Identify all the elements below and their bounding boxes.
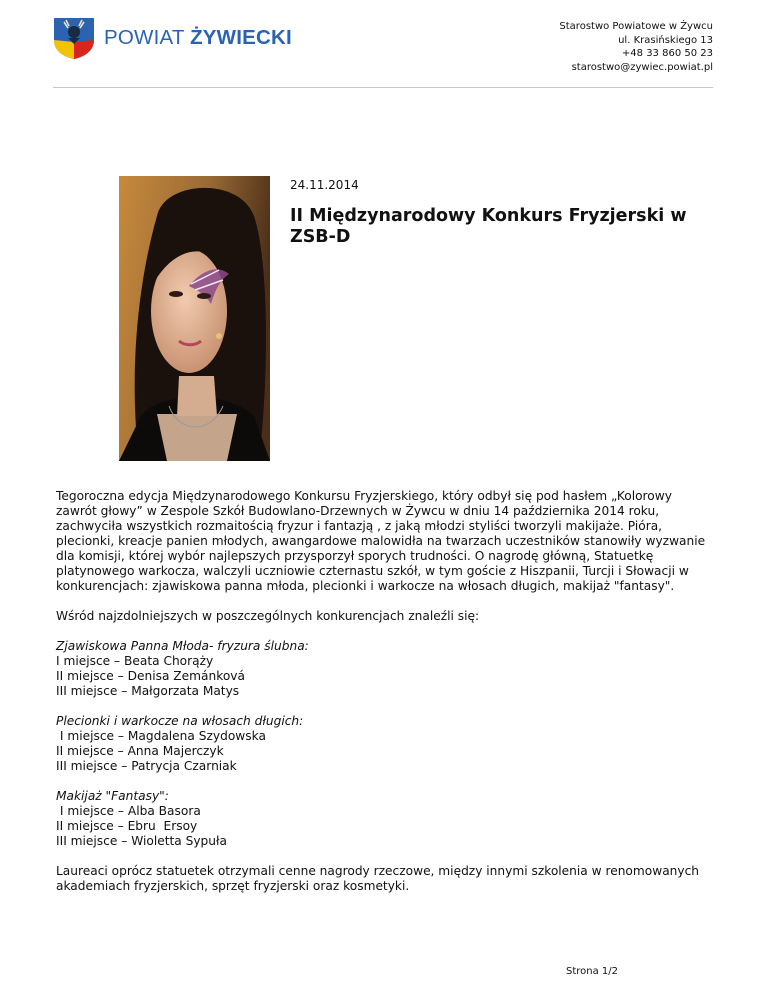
category-block	[56, 639, 716, 699]
winner-entry: II miejsce – Denisa Zemánková	[56, 669, 245, 683]
header-divider	[53, 87, 713, 88]
category-block	[56, 789, 716, 849]
winners-intro: Wśród najzdolniejszych w poszczególnych konkurencjach znaleźli się:	[56, 609, 480, 623]
category-name: Makijaż "Fantasy":	[56, 789, 169, 803]
category-name: Zjawiskowa Panna Młoda- fryzura ślubna:	[56, 639, 309, 653]
winner-entry: III miejsce – Wioletta Sypuła	[56, 834, 227, 848]
powiat-logo	[52, 16, 292, 60]
contact-office: Starostwo Powiatowe w Żywcu	[559, 21, 713, 32]
winner-entry: I miejsce – Alba Basora	[56, 804, 201, 818]
article-photo	[119, 176, 270, 461]
contact-street: ul. Krasińskiego 13	[618, 34, 713, 46]
winner-entry: I miejsce – Magdalena Szydowska	[56, 729, 266, 743]
winner-entry: II miejsce – Ebru Ersoy	[56, 819, 198, 833]
category-block	[56, 714, 716, 774]
logo-text	[104, 26, 292, 50]
contact-email: starostwo@zywiec.powiat.pl	[571, 61, 713, 73]
winner-entry: III miejsce – Małgorzata Matys	[56, 684, 240, 698]
article-body	[56, 489, 716, 909]
article-date: 24.11.2014	[290, 178, 359, 192]
contact-phone: +48 33 860 50 23	[621, 48, 713, 59]
closing-paragraph: Laureaci oprócz statuetek otrzymali cenne nagrody rzeczowe, między innymi szkolenia w renomowanych akademiach fryzjerskich, sprzęt fryzjerski oraz kosmetyki.	[56, 864, 700, 893]
page-number: Strona 1/2	[566, 966, 619, 977]
coat-of-arms-icon	[52, 16, 96, 60]
logo-text-bold: ŻYWIECKI	[190, 26, 292, 49]
winner-entry: II miejsce – Anna Majerczyk	[56, 744, 224, 758]
article-title: II Międzynarodowy Konkurs Fryzjerski w ZSB-D	[290, 206, 687, 247]
intro-paragraph: Tegoroczna edycja Międzynarodowego Konkursu Fryzjerskiego, który odbył się pod hasłem „Kolorowy zawrót głowy” w Zespole Szkół Budowlano-Drzewnych w Żywcu w dniu 14 października 2014 roku, zachwyciła wszystkich rozmaitością fryzur i fantazją , z jaką młodzi styliści tworzyli makijaże. Pióra, plecionki, kreacje panien młodych, awangardowe malowidła na twarzach uczestników stanowiły wyzwanie dla komisji, której wybór najlepszych przysporzył sporych trudności. O nagrodę główną, Statuetkę platynowego warkocza, walczyli uczniowie czternastu szkół, w tym goście z Hiszpanii, Turcji i Słowacji w konkurencjach: zjawiskowa panna młoda, plecionki i warkocze na włosach długich, makijaż "fantasy".	[56, 489, 706, 593]
winner-entry: III miejsce – Patrycja Czarniak	[56, 759, 237, 773]
category-name: Plecionki i warkocze na włosach długich:	[56, 714, 304, 728]
logo-text-regular: POWIAT	[104, 26, 185, 49]
winner-entry: I miejsce – Beata Chorąży	[56, 654, 214, 668]
contact-block	[559, 20, 713, 74]
